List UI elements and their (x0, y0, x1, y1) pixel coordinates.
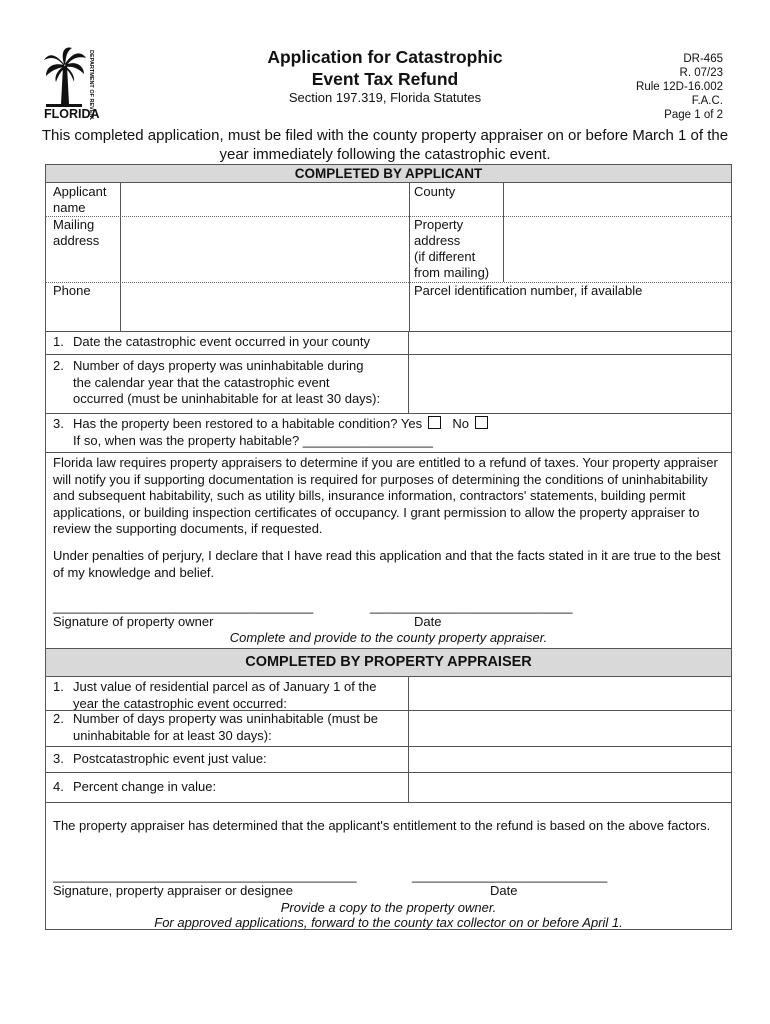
mailing-address-field[interactable] (124, 217, 404, 279)
filing-instructions: This completed application, must be filed with the county property appraiser on or before March 1 of the year immediately following the catastrophic event. (41, 127, 729, 163)
appraiser-item-1: 1. Just value of residential parcel as of January 1 of the year the catastrophic event occurred: (53, 679, 377, 711)
appraiser-note-copy: Provide a copy to the property owner. (280, 900, 497, 915)
form-number: DR-465 (683, 53, 723, 65)
florida-dor-logo (44, 46, 100, 120)
form-title-line-2: Event Tax Refund (311, 69, 459, 89)
parcel-id-field[interactable] (414, 302, 726, 328)
habitable-date-line: If so, when was the property habitable? __________________ (73, 432, 433, 448)
logo-wordmark: FLORIDA (44, 107, 100, 120)
appraiser-date-line[interactable]: ___________________________ (412, 868, 608, 883)
appraiser-note-forward: For approved applications, forward to the county tax collector on or before April 1. (154, 915, 623, 930)
question-1: 1. Date the catastrophic event occurred in your county (53, 334, 370, 349)
phone-field[interactable] (124, 283, 404, 328)
parcel-id-label: Parcel identification number, if available (414, 283, 643, 298)
mailing-address-label: Mailing address (53, 217, 100, 248)
appraiser-date-label: Date (490, 883, 518, 898)
form-revision: R. 07/23 (679, 67, 723, 79)
days-uninhabitable-field[interactable] (412, 357, 727, 410)
statute-reference: Section 197.319, Florida Statutes (288, 90, 482, 105)
law-notice: Florida law requires property appraisers to determine if you are entitled to a refund of taxes. Your property appraiser will notify you if supporting documentation is required for purposes of determining the conditions of uninhabitability and subsequent habitability, such as utility bills, insurance information, contractors' statements, building permit applications, or building inspection certificates of occupancy. I grant permission to allow the property appraiser to review the supporting documents, if requested. (53, 455, 718, 536)
property-address-field[interactable] (507, 217, 727, 279)
determination-text: The property appraiser has determined that the applicant's entitlement to the refund is based on the above factors. (53, 818, 711, 833)
form-title-line-1: Application for Catastrophic (267, 47, 503, 67)
question-3: 3. Has the property been restored to a habitable condition? Yes No If so, when was the property habitable? __________________ (53, 416, 490, 449)
owner-signature-label: Signature of property owner (53, 614, 214, 629)
page-number: Page 1 of 2 (664, 109, 723, 121)
yes-checkbox[interactable] (428, 416, 441, 429)
appraiser-signature-line[interactable]: __________________________________________ (53, 868, 357, 883)
applicant-name-label: Applicant name (53, 184, 107, 215)
event-date-field[interactable] (412, 333, 727, 352)
phone-label: Phone (53, 283, 91, 298)
percent-change-field[interactable] (412, 775, 727, 799)
appraiser-days-field[interactable] (412, 712, 727, 740)
appraiser-item-3: 3. Postcatastrophic event just value: (53, 751, 267, 766)
owner-signature-line[interactable]: ____________________________________ (53, 599, 314, 614)
postcatastrophic-value-field[interactable] (412, 749, 727, 769)
appraiser-item-4: 4. Percent change in value: (53, 779, 217, 794)
no-label: No (452, 416, 469, 431)
appraiser-signature-label: Signature, property appraiser or designee (53, 883, 293, 898)
seal-text: DEPARTMENT OF REVENUE (88, 50, 94, 120)
form-rule: Rule 12D-16.002 (636, 81, 723, 93)
perjury-declaration: Under penalties of perjury, I declare that I have read this application and that the facts stated in it are true to the best of my knowledge and belief. (53, 548, 721, 580)
just-value-field[interactable] (412, 679, 727, 707)
owner-date-label: Date (414, 614, 442, 629)
county-label: County (414, 184, 456, 199)
form-fac: F.A.C. (691, 95, 723, 107)
applicant-section-heading: COMPLETED BY APPLICANT (294, 166, 483, 181)
county-field[interactable] (507, 184, 727, 214)
form-identifier (636, 52, 723, 122)
owner-date-line[interactable]: ____________________________ (370, 599, 573, 614)
owner-note: Complete and provide to the county property appraiser. (229, 630, 548, 645)
appraiser-section-heading: COMPLETED BY PROPERTY APPRAISER (245, 654, 532, 670)
no-checkbox[interactable] (475, 416, 488, 429)
florida-seal-palm-icon (44, 46, 100, 120)
question-2: 2. Number of days property was uninhabitable during the calendar year that the catastrophic event occurred (must be uninhabitable for at least 30 days): (53, 358, 381, 406)
property-address-label: Property address (if different from mailing) (414, 217, 490, 280)
form-title (230, 46, 540, 90)
appraiser-item-2: 2. Number of days property was uninhabitable (must be uninhabitable for at least 30 days): (53, 711, 378, 743)
applicant-name-field[interactable] (124, 184, 404, 214)
